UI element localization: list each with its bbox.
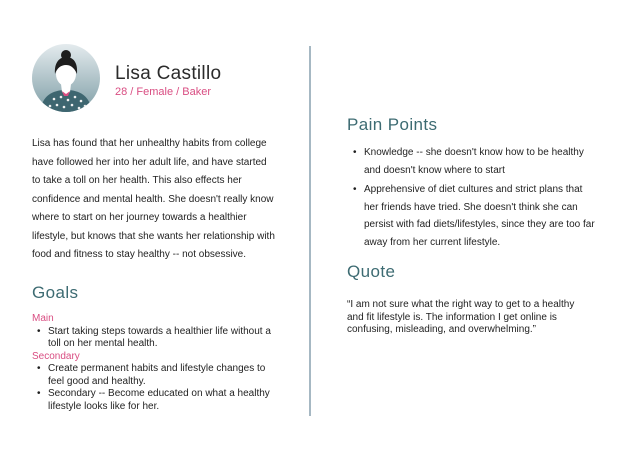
- persona-name: Lisa Castillo: [115, 63, 222, 84]
- goals-section: [32, 313, 282, 413]
- persona-meta: 28 / Female / Baker: [115, 86, 211, 98]
- goals-heading: Goals: [32, 283, 79, 302]
- quote-text: “I am not sure what the right way to get to a healthy and fit lifestyle is. The information I get online is confusing, misleading, and overwhelming.”: [347, 299, 575, 335]
- avatar: [32, 44, 100, 112]
- column-divider: [309, 46, 311, 416]
- goals-main-list: [32, 326, 282, 351]
- goal-item: • Start taking steps towards a healthier life without a toll on her mental health.: [48, 326, 282, 351]
- pain-points-list: [350, 144, 595, 251]
- pain-points-section: [350, 144, 595, 253]
- goals-secondary-label: Secondary: [32, 350, 80, 362]
- woman-avatar-icon: [32, 44, 100, 112]
- pain-points-heading: Pain Points: [347, 115, 438, 134]
- persona-bio: Lisa has found that her unhealthy habits from college have followed her into her adult life, and have started to take a toll on her health. This also effects her confidence and mental health. She doesn't really know where to start on her journey towards a healthier lifestyle, but knows that she wants her relationship with food and fitness to stay healthy -- not obsessive.: [32, 138, 275, 260]
- pain-point-item: • Apprehensive of diet cultures and strict plans that her friends have tried. She doesn't think she can persist with fad diets/lifestyles, since they are too far away from her current lifestyle.: [364, 181, 595, 251]
- goals-secondary-list: [32, 363, 282, 413]
- quote-heading: Quote: [347, 262, 396, 281]
- goal-item: • Secondary -- Become educated on what a healthy lifestyle looks like for her.: [48, 388, 282, 413]
- goals-main-label: Main: [32, 313, 54, 324]
- pain-point-item: • Knowledge -- she doesn't know how to be healthy and doesn't know where to start: [364, 144, 595, 179]
- goal-item: • Create permanent habits and lifestyle changes to feel good and healthy.: [48, 363, 282, 388]
